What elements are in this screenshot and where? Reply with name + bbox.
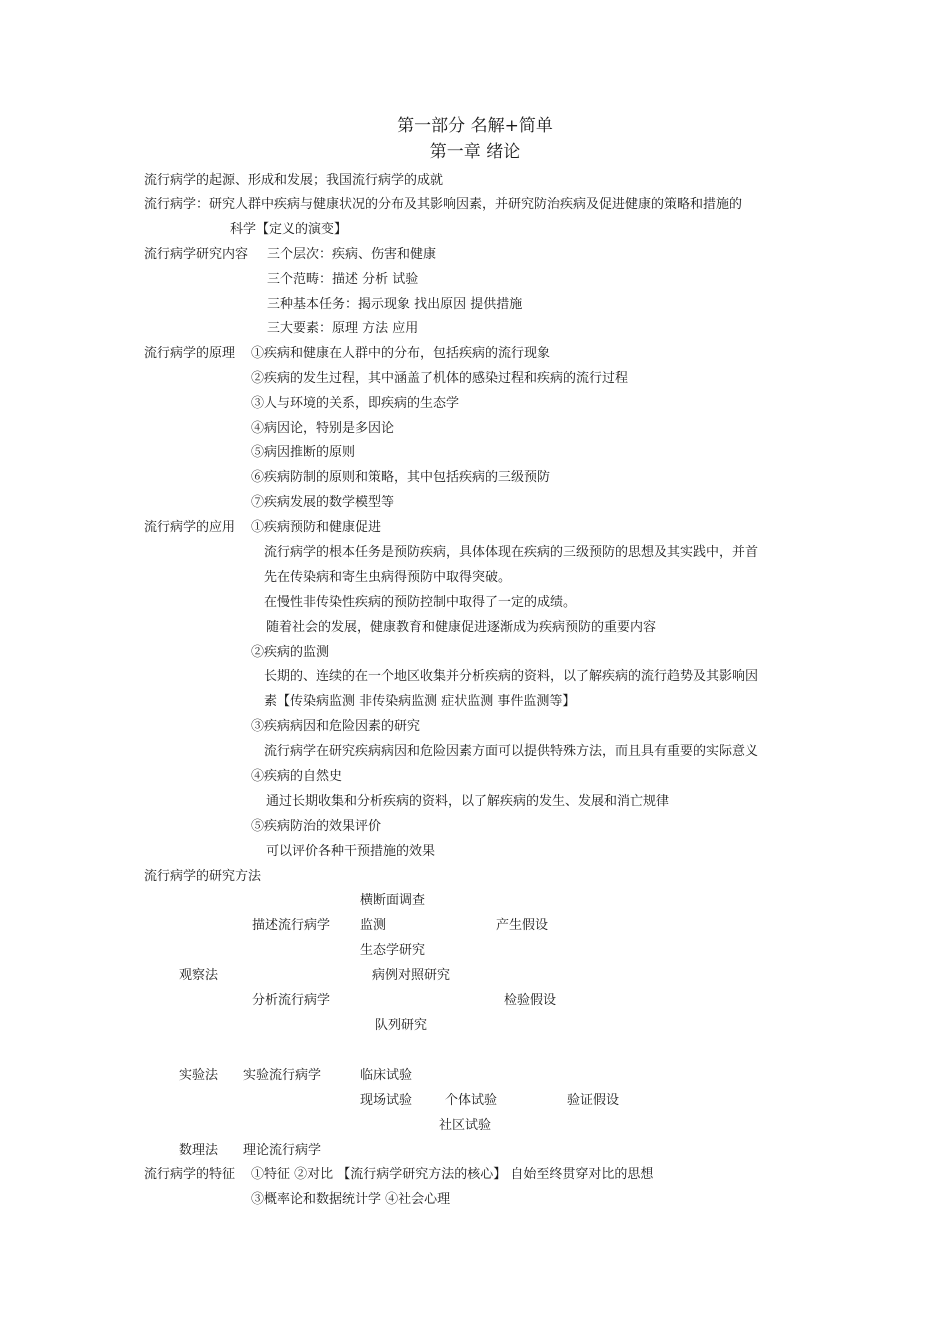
principle-item: ②疾病的发生过程，其中涵盖了机体的感染过程和疾病的流行过程 [251, 371, 629, 386]
definition-line-2: 科学【定义的演变】 [230, 222, 348, 237]
application-text: 通过长期收集和分析疾病的资料，以了解疾病的发生、发展和消亡规律 [266, 794, 670, 809]
method-experimental-epi: 实验流行病学 [243, 1068, 322, 1083]
method-observational: 观察法 [179, 968, 219, 983]
method-case-control: 病例对照研究 [372, 968, 451, 983]
definition-line-1: 流行病学：研究人群中疾病与健康状况的分布及其影响因素，并研究防治疾病及促进健康的策略和措施的 [144, 197, 743, 212]
application-item-3: ③疾病病因和危险因素的研究 [251, 719, 421, 734]
content-item: 三大要素：原理 方法 应用 [267, 321, 419, 336]
method-experimental: 实验法 [179, 1068, 219, 1083]
principle-item: ④病因论，特别是多因论 [251, 421, 395, 436]
application-text: 随着社会的发展，健康教育和健康促进逐渐成为疾病预防的重要内容 [266, 620, 657, 635]
methods-label: 流行病学的研究方法 [144, 869, 262, 884]
features-line-1: ①特征 ②对比 【流行病学研究方法的核心】 自始至终贯穿对比的思想 [251, 1167, 654, 1182]
application-text: 流行病学在研究疾病病因和危险因素方面可以提供特殊方法，而且具有重要的实际意义 [264, 744, 759, 759]
application-text: 在慢性非传染性疾病的预防控制中取得了一定的成绩。 [264, 595, 577, 610]
content-item: 三种基本任务：揭示现象 找出原因 提供措施 [267, 297, 523, 312]
method-field-trial: 现场试验 [360, 1093, 413, 1108]
application-label: 流行病学的应用 [144, 520, 236, 535]
application-text: 长期的、连续的在一个地区收集并分析疾病的资料，以了解疾病的流行趋势及其影响因 [264, 669, 759, 684]
method-ecological: 生态学研究 [360, 943, 426, 958]
chapter-title: 第一章 绪论 [429, 142, 521, 162]
application-text: 可以评价各种干预措施的效果 [266, 844, 436, 859]
principle-item: ①疾病和健康在人群中的分布，包括疾病的流行现象 [251, 346, 551, 361]
method-hypothesis-gen: 产生假设 [496, 918, 549, 933]
application-text: 先在传染病和寄生虫病得预防中取得突破。 [264, 570, 512, 585]
method-mathematical: 数理法 [179, 1143, 219, 1158]
method-individual-trial: 个体试验 [445, 1093, 498, 1108]
application-item-5: ⑤疾病防治的效果评价 [251, 819, 382, 834]
method-cohort: 队列研究 [375, 1018, 428, 1033]
content-item: 三个范畴：描述 分析 试验 [267, 272, 419, 287]
page-title: 第一部分 名解+简单 [397, 116, 553, 136]
principle-item: ⑤病因推断的原则 [251, 445, 356, 460]
method-community-trial: 社区试验 [439, 1118, 492, 1133]
method-theoretical: 理论流行病学 [243, 1143, 322, 1158]
application-text: 流行病学的根本任务是预防疾病，具体体现在疾病的三级预防的思想及其实践中，并首 [264, 545, 759, 560]
principle-item: ⑦疾病发展的数学模型等 [251, 495, 395, 510]
principle-item: ③人与环境的关系，即疾病的生态学 [251, 396, 460, 411]
method-analytical: 分析流行病学 [252, 993, 331, 1008]
features-line-2: ③概率论和数据统计学 ④社会心理 [251, 1192, 451, 1207]
application-item-4: ④疾病的自然史 [251, 769, 343, 784]
content-label: 流行病学研究内容 [144, 247, 249, 262]
application-item-1: ①疾病预防和健康促进 [251, 520, 382, 535]
method-hypothesis-test: 检验假设 [504, 993, 557, 1008]
application-item-2: ②疾病的监测 [251, 645, 330, 660]
method-surveillance: 监测 [360, 918, 387, 933]
method-clinical-trial: 临床试验 [360, 1068, 413, 1083]
principle-item: ⑥疾病防制的原则和策略，其中包括疾病的三级预防 [251, 470, 551, 485]
application-text: 素【传染病监测 非传染病监测 症状监测 事件监测等】 [264, 694, 576, 709]
features-label: 流行病学的特征 [144, 1167, 236, 1182]
principle-label: 流行病学的原理 [144, 346, 236, 361]
method-verify: 验证假设 [567, 1093, 620, 1108]
method-cross-section: 横断面调查 [360, 893, 426, 908]
content-item: 三个层次：疾病、伤害和健康 [267, 247, 437, 262]
method-descriptive: 描述流行病学 [252, 918, 331, 933]
origin-line: 流行病学的起源、形成和发展；我国流行病学的成就 [144, 173, 444, 188]
